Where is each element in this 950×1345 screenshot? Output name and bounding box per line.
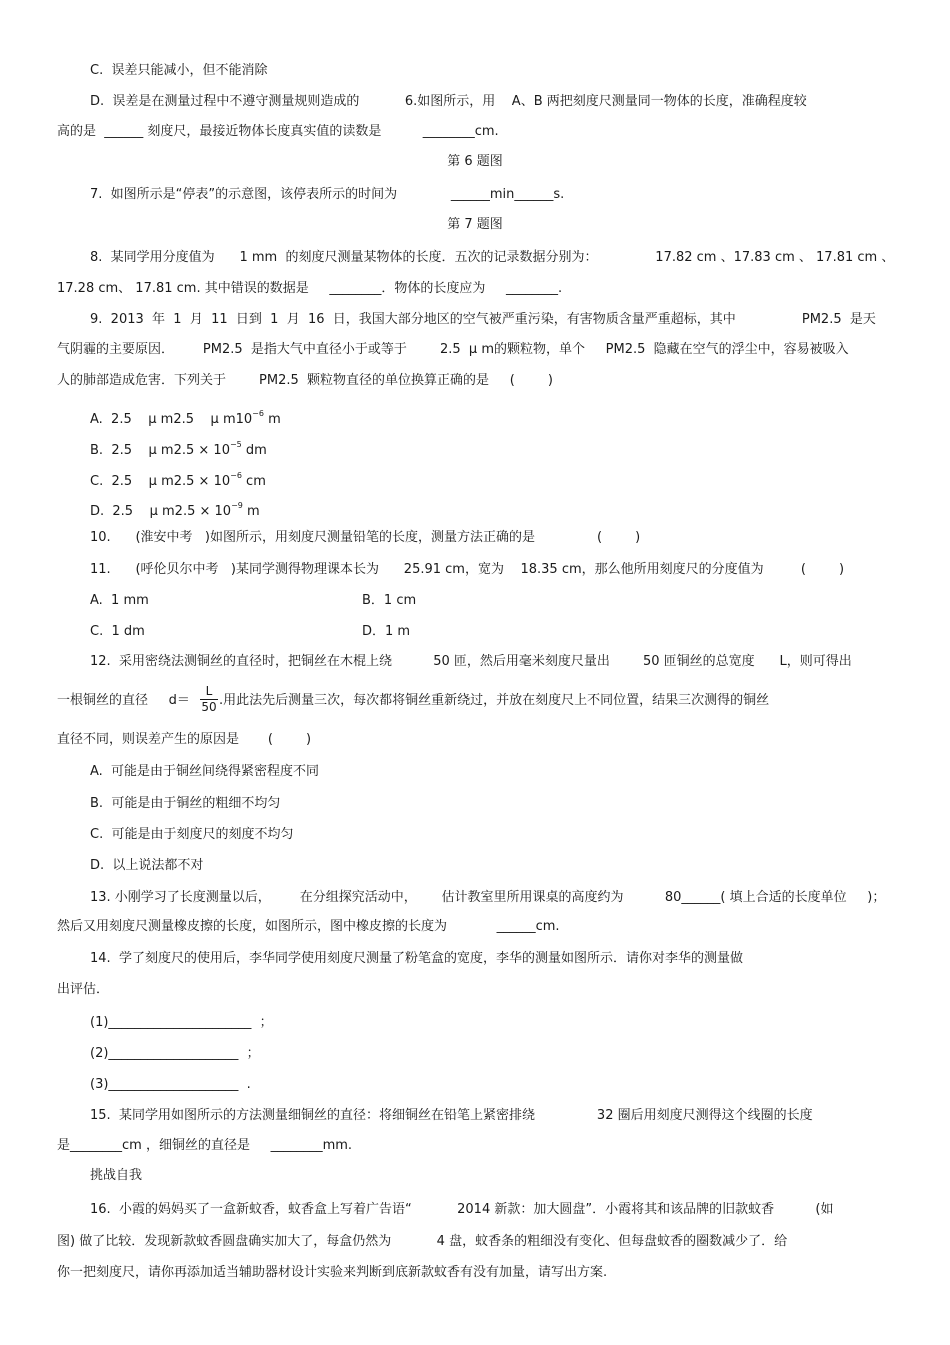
q9-option-d: D. 2.5 μ $m2.5 \times 10^{-9}$ m	[90, 501, 260, 519]
q11-option-d: D．1 m	[362, 624, 411, 639]
q12-option-a: A. 可能是由于铜丝间绕得紧密程度不同	[90, 764, 320, 779]
q7-text: 7. 如图所示是“停表”的示意图，该停表所示的时间为 ______min______s.	[90, 187, 565, 202]
q11-option-b: B．1 cm	[362, 593, 417, 608]
q9-option-a: A. 2.5 μ m2.5 μ $m10^{-6}$ m	[90, 409, 281, 427]
q12-line2-end: .用此法先后测量三次，每次都将铜丝重新绕过，并放在刻度尺上不同位置，结果三次测得的铜丝	[219, 693, 770, 708]
q14-answer-1: (1)______________________ ；	[90, 1015, 273, 1030]
q5-option-c: C. 误差只能减小，但不能消除	[90, 63, 268, 78]
q11-option-c: C. 1 dm	[90, 624, 145, 639]
q9-option-b: B. 2.5 μ $m2.5 \times 10^{-5}$ dm	[90, 440, 267, 458]
q6-line2: 高的是 ______ 刻度尺，最接近物体长度真实值的读数是 ________cm.	[57, 124, 499, 139]
fraction-numerator: L	[200, 684, 218, 700]
q5-option-d-q6-line1: D. 误差是在测量过程中不遵守测量规则造成的 6.如图所示，用 A、B 两把刻度尺测量同一物体的长度，准确程度较	[90, 94, 807, 109]
q15-line1: 15. 某同学用如图所示的方法测量细铜丝的直径：将细铜丝在铅笔上紧密排绕 32 圈后用刻度尺测得这个线圈的长度	[90, 1108, 813, 1123]
q14-line2: 出评估．	[57, 982, 110, 997]
q12-line2-start: 一根铜丝的直径 d＝	[57, 693, 190, 708]
q9-line3: 人的肺部造成危害．下列关于 PM2.5 颗粒物直径的单位换算正确的是 ( )	[57, 373, 553, 388]
q12-line3: 直径不同，则误差产生的原因是 ( )	[57, 732, 312, 747]
q8-line1: 8. 某同学用分度值为 1 mm 的刻度尺测量某物体的长度．五次的记录数据分别为： 17.82 cm 、17.83 cm 、 17.81 cm 、	[90, 250, 895, 265]
q14-line1: 14. 学了刻度尺的使用后，李华同学使用刻度尺测量了粉笔盒的宽度，李华的测量如图所示．请你对李华的测量做	[90, 951, 743, 966]
q9-line1: 9. 2013 年 1 月 11 日到 1 月 16 日，我国大部分地区的空气被严重污染，有害物质含量严重超标，其中 PM2.5 是天	[90, 312, 876, 327]
q12-option-b: B. 可能是由于铜丝的粗细不均匀	[90, 796, 281, 811]
q13-line2: 然后又用刻度尺测量橡皮擦的长度，如图所示，图中橡皮擦的长度为 ______cm.	[57, 919, 560, 934]
figure6-caption: 第 6 题图	[447, 154, 503, 169]
q15-line2: 是________cm ，细铜丝的直径是 ________mm.	[57, 1138, 353, 1153]
q14-answer-2: (2)____________________ ；	[90, 1046, 260, 1061]
q10-text: 10. (淮安中考 )如图所示，用刻度尺测量铅笔的长度，测量方法正确的是 ( )	[90, 530, 641, 545]
q12-line1: 12. 采用密绕法测铜丝的直径时，把铜丝在木棍上绕 50 匝，然后用毫米刻度尺量出 50 匝铜丝的总宽度 L，则可得出	[90, 654, 852, 669]
q14-answer-3: (3)____________________ .	[90, 1077, 251, 1092]
q16-line3: 你一把刻度尺，请你再添加适当辅助器材设计实验来判断到底新款蚊香有没有加量，请写出方案.	[57, 1265, 608, 1280]
q11-option-a: A. 1 mm	[90, 593, 149, 608]
q8-line2: 17.28 cm、 17.81 cm. 其中错误的数据是 ________．物体的长度应为 ________.	[57, 281, 563, 296]
q9-line2: 气阴霾的主要原因． PM2.5 是指大气中直径小于或等于 2.5 μ m的颗粒物，单个 PM2.5 隐藏在空气的浮尘中，容易被吸入	[57, 342, 849, 357]
diameter-fraction	[200, 684, 218, 715]
q12-option-d: D. 以上说法都不对	[90, 858, 204, 873]
fraction-denominator: 50	[201, 700, 217, 714]
q12-option-c: C. 可能是由于刻度尺的刻度不均匀	[90, 827, 294, 842]
q16-line1: 16. 小霞的妈妈买了一盒新蚊香，蚊香盒上写着广告语“ 2014 新款：加大圆盘”．小霞将其和该品牌的旧款蚊香 (如	[90, 1202, 834, 1217]
q9-option-c: C. 2.5 μ $m2.5 \times 10^{-6}$ cm	[90, 471, 266, 489]
q16-line2: 图) 做了比较．发现新款蚊香圆盘确实加大了，每盒仍然为 4 盘，蚊香条的粗细没有变化、但每盘蚊香的圈数减少了．给	[57, 1234, 788, 1249]
figure7-caption: 第 7 题图	[447, 217, 503, 232]
q13-line1: 13. 小刚学习了长度测量以后， 在分组探究活动中， 估计教室里所用课桌的高度约为 80______( 填上合适的长度单位 )；	[90, 890, 886, 905]
section-heading: 挑战自我	[90, 1168, 143, 1183]
q11-text: 11. (呼伦贝尔中考 )某同学测得物理课本长为 25.91 cm，宽为 18.35 cm，那么他所用刻度尺的分度值为 ( )	[90, 562, 845, 577]
